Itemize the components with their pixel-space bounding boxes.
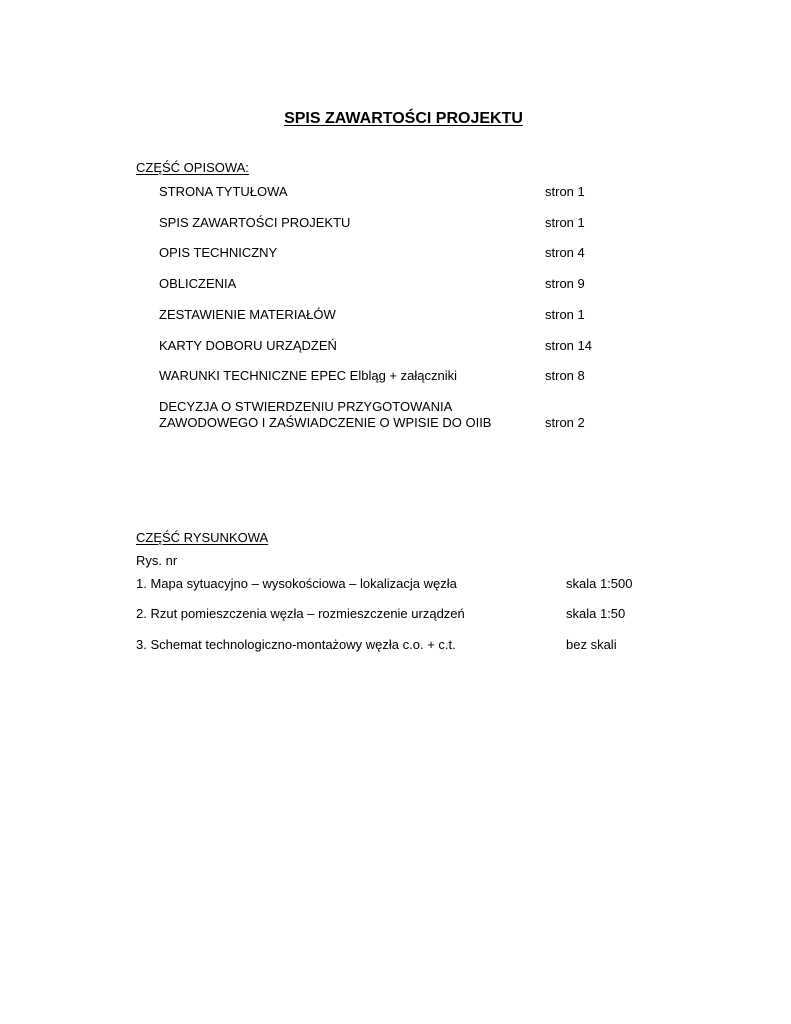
item-page-count: stron 4: [545, 245, 585, 260]
item-page-count: stron 1: [545, 215, 585, 230]
item-page-count: stron 14: [545, 338, 592, 353]
item-name: ZESTAWIENIE MATERIAŁÓW: [159, 307, 336, 322]
item-page-count: stron 8: [545, 368, 585, 383]
item-page-count: stron 1: [545, 184, 585, 199]
descriptive-section-heading: CZĘŚĆ OPISOWA:: [136, 160, 249, 175]
item-name: KARTY DOBORU URZĄDZEŃ: [159, 338, 337, 353]
item-name: STRONA TYTUŁOWA: [159, 184, 288, 199]
drawing-name: 3. Schemat technologiczno-montażowy węzła c.o. + c.t.: [136, 637, 456, 652]
item-name: OPIS TECHNICZNY: [159, 245, 278, 260]
item-page-count: stron 9: [545, 276, 585, 291]
item-name-line-2: ZAWODOWEGO I ZAŚWIADCZENIE O WPISIE DO OIIB: [159, 415, 492, 430]
drawings-section-heading: CZĘŚĆ RYSUNKOWA: [136, 530, 269, 545]
drawing-name: 1. Mapa sytuacyjno – wysokościowa – lokalizacja węzła: [136, 576, 457, 591]
item-name: WARUNKI TECHNICZNE EPEC Elbląg + załączniki: [159, 368, 457, 383]
item-name: OBLICZENIA: [159, 276, 237, 291]
drawing-name: 2. Rzut pomieszczenia węzła – rozmieszczenie urządzeń: [136, 606, 465, 621]
drawing-scale: skala 1:50: [566, 606, 626, 621]
drawings-number-label: Rys. nr: [136, 553, 178, 568]
item-page-count: stron 1: [545, 307, 585, 322]
drawing-scale: skala 1:500: [566, 576, 633, 591]
page-title: SPIS ZAWARTOŚCI PROJEKTU: [284, 110, 523, 127]
item-page-count: stron 2: [545, 415, 585, 430]
item-name: SPIS ZAWARTOŚCI PROJEKTU: [159, 215, 351, 230]
drawing-scale: bez skali: [566, 637, 617, 652]
item-name-line-1: DECYZJA O STWIERDZENIU PRZYGOTOWANIA: [159, 399, 453, 414]
